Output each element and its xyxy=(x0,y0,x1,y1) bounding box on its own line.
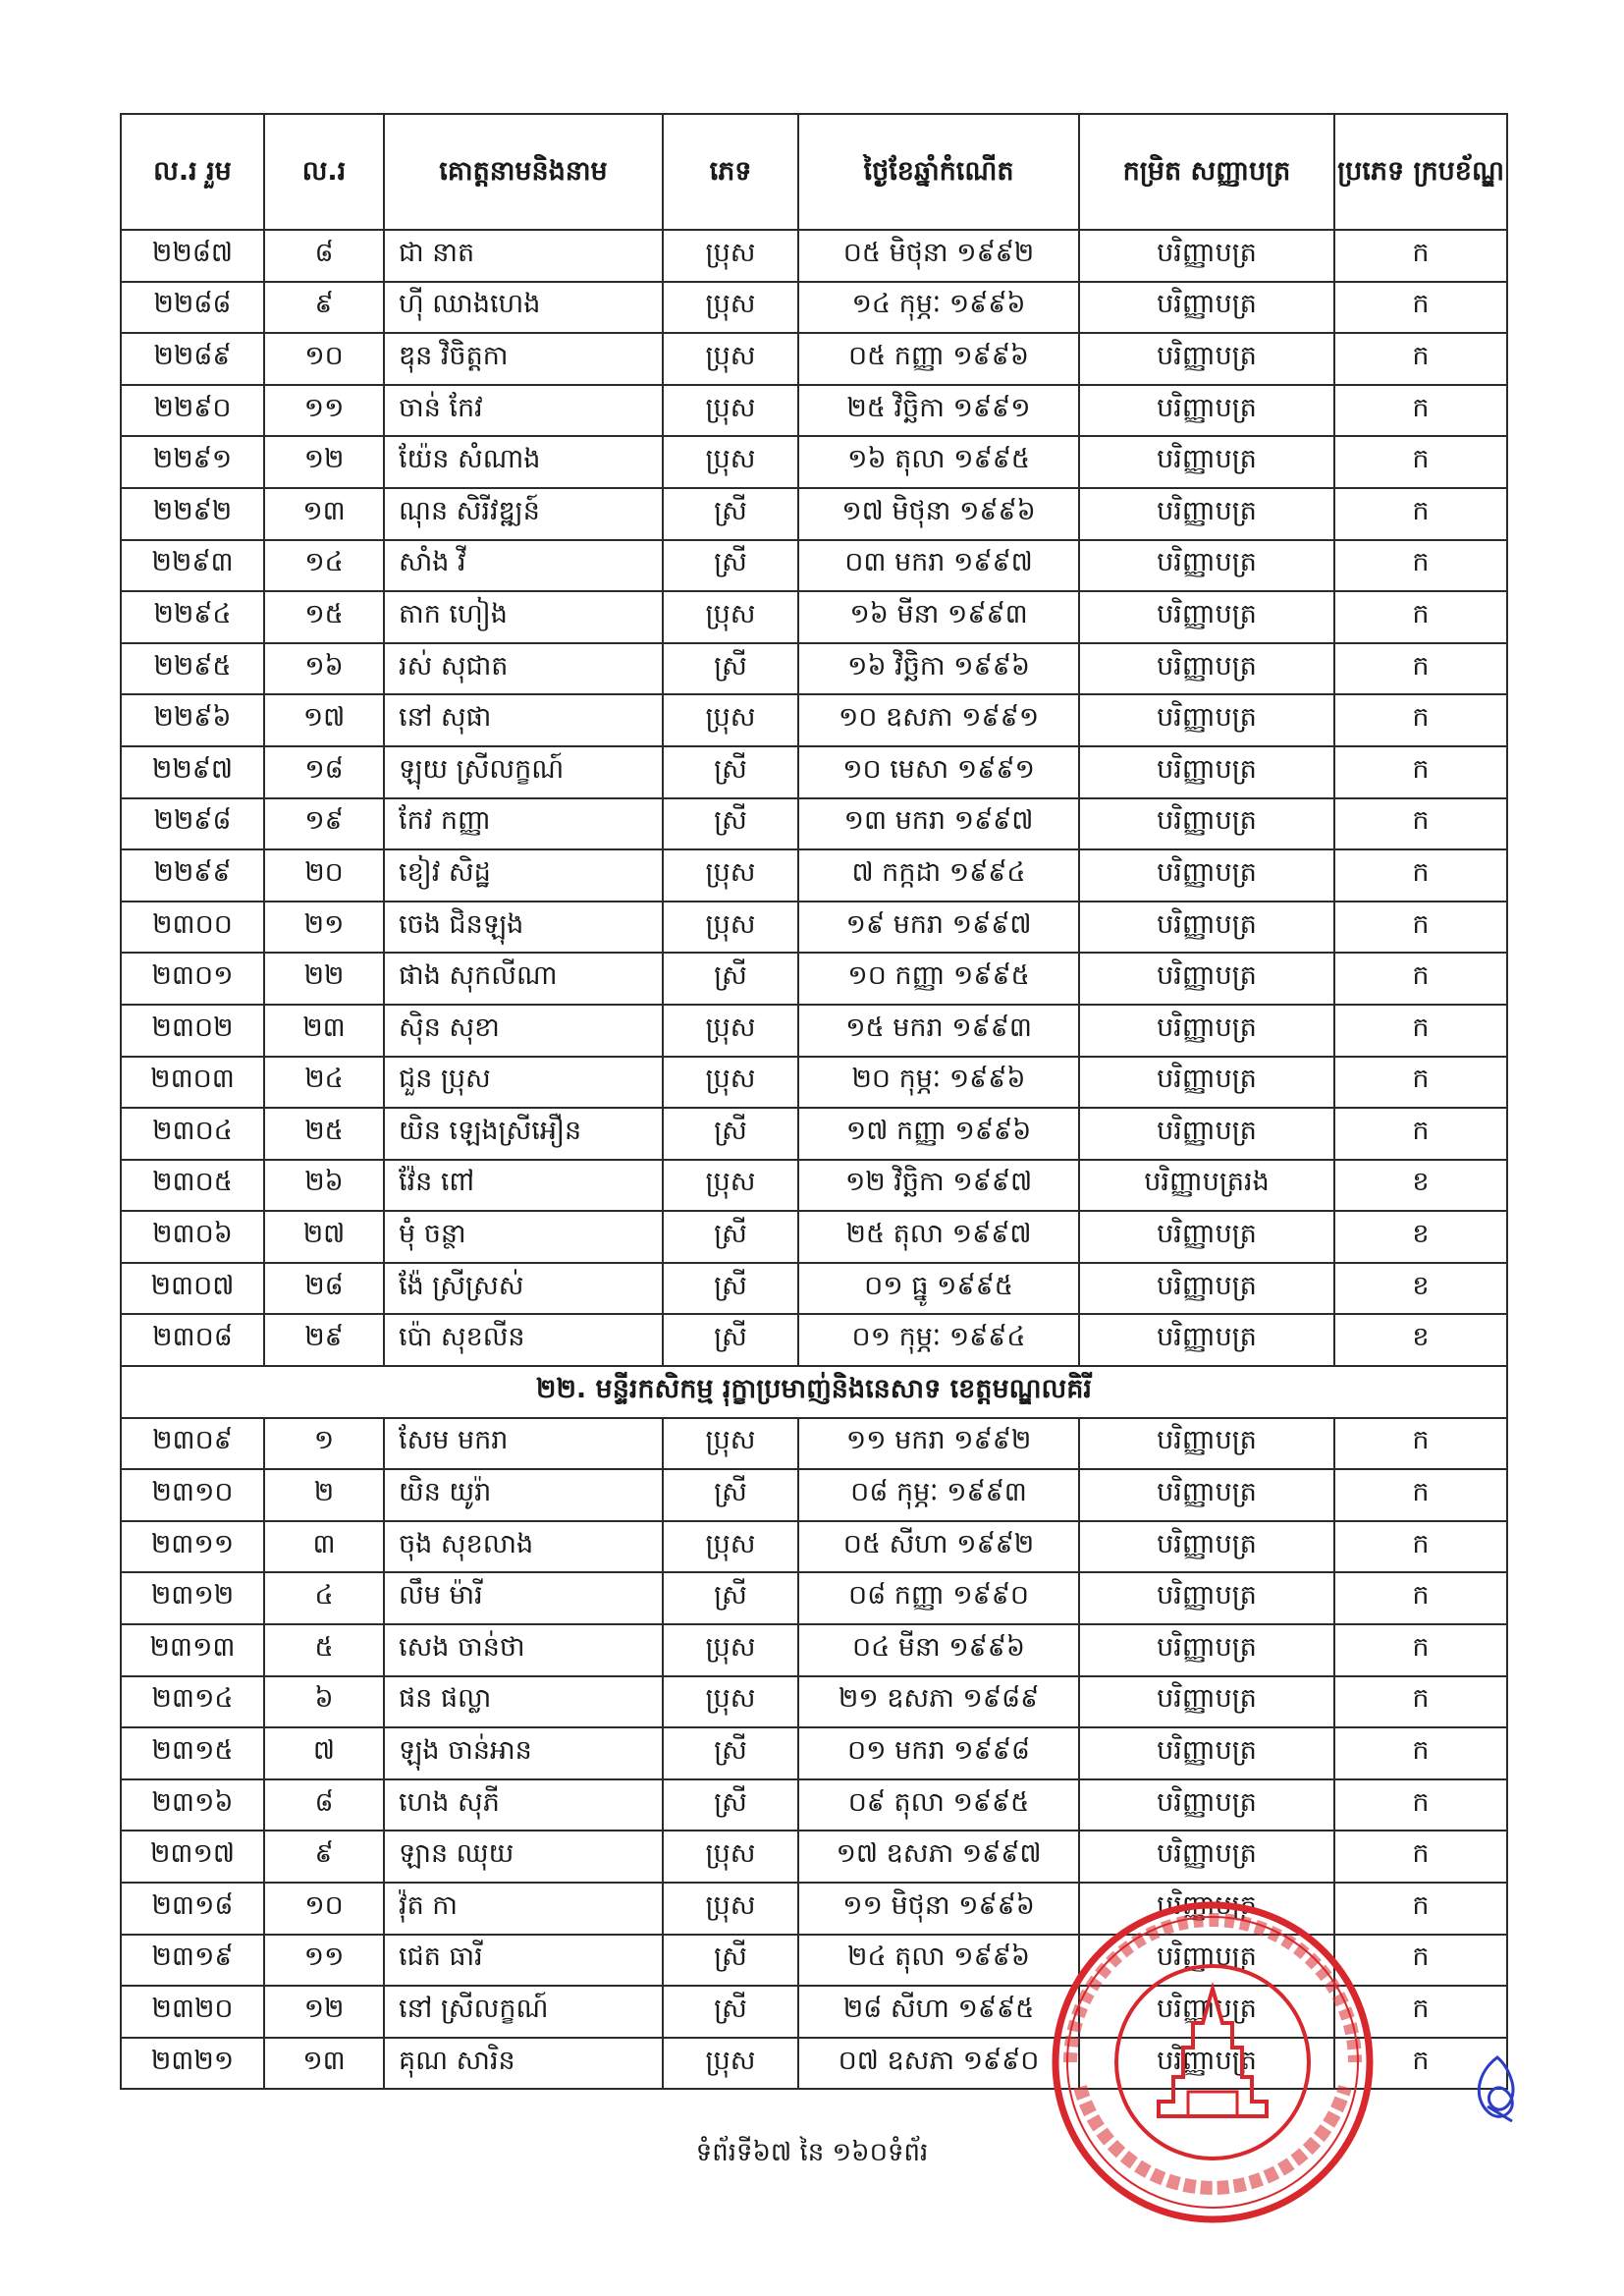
cell-name: ចុង សុខលាង xyxy=(384,1521,663,1573)
cell-degree: បរិញ្ញាបត្រ xyxy=(1079,1469,1334,1521)
cell-overall-no: ២៣១៨ xyxy=(121,1883,264,1935)
cell-sex: ប្រុស xyxy=(663,1624,798,1676)
cell-sex: ស្រី xyxy=(663,746,798,798)
cell-birthdate: ២១ ឧសភា ១៩៨៩ xyxy=(798,1676,1079,1728)
cell-no: ២៧ xyxy=(264,1211,384,1263)
table-row xyxy=(121,953,1507,1005)
cell-overall-no: ២៣០៦ xyxy=(121,1211,264,1263)
cell-sex: ប្រុស xyxy=(663,282,798,334)
cell-overall-no: ២២៩៦ xyxy=(121,694,264,746)
cell-framework: ខ xyxy=(1334,1314,1507,1366)
table-row xyxy=(121,1521,1507,1573)
cell-framework: ក xyxy=(1334,1727,1507,1779)
cell-name: ចេង ជិនឡុង xyxy=(384,902,663,954)
col-header-name: គោត្តនាមនិងនាម xyxy=(384,114,663,230)
cell-overall-no: ២៣០៤ xyxy=(121,1108,264,1160)
cell-overall-no: ២៣២១ xyxy=(121,2038,264,2090)
cell-name: ហេង សុភី xyxy=(384,1779,663,1831)
table-row xyxy=(121,1831,1507,1883)
cell-name: ខៀវ សិដ្ឋ xyxy=(384,849,663,902)
cell-sex: ប្រុស xyxy=(663,385,798,437)
cell-framework: ក xyxy=(1334,1005,1507,1057)
table-row xyxy=(121,1779,1507,1831)
cell-birthdate: ១៦ វិច្ឆិកា ១៩៩៦ xyxy=(798,643,1079,695)
cell-sex: ស្រី xyxy=(663,1935,798,1987)
cell-degree: បរិញ្ញាបត្រ xyxy=(1079,1831,1334,1883)
cell-sex: ស្រី xyxy=(663,953,798,1005)
cell-no: ១២ xyxy=(264,1986,384,2038)
cell-birthdate: ០៣ មករា ១៩៩៧ xyxy=(798,540,1079,592)
cell-no: ២០ xyxy=(264,849,384,902)
cell-framework: ក xyxy=(1334,1676,1507,1728)
cell-overall-no: ២៣០៥ xyxy=(121,1160,264,1212)
cell-name: ណុន សិរីវឌ្ឍន៍ xyxy=(384,488,663,540)
cell-framework: ក xyxy=(1334,1469,1507,1521)
cell-degree: បរិញ្ញាបត្រ xyxy=(1079,1779,1334,1831)
cell-no: ២១ xyxy=(264,902,384,954)
cell-degree: បរិញ្ញាបត្រ xyxy=(1079,1986,1334,2038)
cell-no: ២៦ xyxy=(264,1160,384,1212)
cell-framework: ក xyxy=(1334,1521,1507,1573)
cell-degree: បរិញ្ញាបត្រ xyxy=(1079,1108,1334,1160)
cell-framework: ខ xyxy=(1334,1211,1507,1263)
cell-name: គុណ សារិន xyxy=(384,2038,663,2090)
cell-sex: ស្រី xyxy=(663,1572,798,1624)
cell-overall-no: ២២៩១ xyxy=(121,436,264,488)
cell-no: ២ xyxy=(264,1469,384,1521)
cell-birthdate: ០៤ មីនា ១៩៩៦ xyxy=(798,1624,1079,1676)
cell-sex: ស្រី xyxy=(663,1986,798,2038)
table-row xyxy=(121,849,1507,902)
cell-no: ១៥ xyxy=(264,591,384,643)
cell-no: ៨ xyxy=(264,230,384,282)
cell-degree: បរិញ្ញាបត្រ xyxy=(1079,488,1334,540)
cell-birthdate: ១៤ កុម្ភៈ ១៩៩៦ xyxy=(798,282,1079,334)
cell-name: យិន យូរ៉ា xyxy=(384,1469,663,1521)
cell-framework: ក xyxy=(1334,591,1507,643)
table-row xyxy=(121,643,1507,695)
cell-name: ស៊ិន សុខា xyxy=(384,1005,663,1057)
cell-no: ១៤ xyxy=(264,540,384,592)
cell-overall-no: ២៣១៤ xyxy=(121,1676,264,1728)
cell-birthdate: ០១ ធ្នូ ១៩៩៥ xyxy=(798,1263,1079,1315)
cell-degree: បរិញ្ញាបត្រ xyxy=(1079,230,1334,282)
cell-birthdate: ០៨ កញ្ញា ១៩៩០ xyxy=(798,1572,1079,1624)
cell-overall-no: ២២៨៩ xyxy=(121,333,264,385)
cell-overall-no: ២៣០៩ xyxy=(121,1418,264,1470)
cell-degree: បរិញ្ញាបត្រ xyxy=(1079,953,1334,1005)
page-footer: ទំព័រទី៦៧ នៃ ១៦០ទំព័រ xyxy=(695,2138,929,2167)
cell-framework: ក xyxy=(1334,488,1507,540)
cell-overall-no: ២៣១១ xyxy=(121,1521,264,1573)
cell-framework: ក xyxy=(1334,694,1507,746)
cell-no: ៦ xyxy=(264,1676,384,1728)
cell-framework: ក xyxy=(1334,643,1507,695)
cell-overall-no: ២២៨៧ xyxy=(121,230,264,282)
cell-sex: ប្រុស xyxy=(663,1160,798,1212)
cell-name: ម៉ុំ ចន្ថា xyxy=(384,1211,663,1263)
cell-overall-no: ២២៩៨ xyxy=(121,798,264,850)
cell-degree: បរិញ្ញាបត្រ xyxy=(1079,1883,1334,1935)
table-row xyxy=(121,694,1507,746)
table-row xyxy=(121,282,1507,334)
cell-name: ឌុន វិចិត្តកា xyxy=(384,333,663,385)
cell-birthdate: ៧ កក្កដា ១៩៩៤ xyxy=(798,849,1079,902)
cell-no: ២២ xyxy=(264,953,384,1005)
cell-birthdate: ០៩ តុលា ១៩៩៥ xyxy=(798,1779,1079,1831)
official-stamp-icon xyxy=(1041,1890,1384,2234)
cell-sex: ប្រុស xyxy=(663,436,798,488)
cell-birthdate: ០៥ សីហា ១៩៩២ xyxy=(798,1521,1079,1573)
cell-sex: ប្រុស xyxy=(663,2038,798,2090)
cell-name: តាក ហៀង xyxy=(384,591,663,643)
cell-no: ១៣ xyxy=(264,488,384,540)
cell-degree: បរិញ្ញាបត្រ xyxy=(1079,540,1334,592)
cell-name: ឡាន ឈុយ xyxy=(384,1831,663,1883)
cell-sex: ស្រី xyxy=(663,643,798,695)
cell-birthdate: ១៧ ឧសភា ១៩៩៧ xyxy=(798,1831,1079,1883)
col-header-sex: ភេទ xyxy=(663,114,798,230)
cell-birthdate: ២០ កុម្ភៈ ១៩៩៦ xyxy=(798,1057,1079,1109)
cell-degree: បរិញ្ញាបត្រ xyxy=(1079,746,1334,798)
cell-birthdate: ១១ មករា ១៩៩២ xyxy=(798,1418,1079,1470)
cell-framework: ក xyxy=(1334,1883,1507,1935)
cell-name: ង៉ែ ស្រីស្រស់ xyxy=(384,1263,663,1315)
cell-no: ២៤ xyxy=(264,1057,384,1109)
cell-framework: ក xyxy=(1334,1624,1507,1676)
cell-sex: ប្រុស xyxy=(663,1418,798,1470)
cell-birthdate: ០១ មករា ១៩៩៨ xyxy=(798,1727,1079,1779)
cell-degree: បរិញ្ញាបត្រ xyxy=(1079,333,1334,385)
cell-birthdate: ២៤ តុលា ១៩៩៦ xyxy=(798,1935,1079,1987)
table-row xyxy=(121,902,1507,954)
cell-sex: ប្រុស xyxy=(663,230,798,282)
table-row xyxy=(121,1418,1507,1470)
cell-framework: ក xyxy=(1334,1779,1507,1831)
cell-birthdate: ១៥ មករា ១៩៩៣ xyxy=(798,1005,1079,1057)
cell-name: ផាង សុកលីណា xyxy=(384,953,663,1005)
cell-sex: ស្រី xyxy=(663,1263,798,1315)
cell-sex: ប្រុស xyxy=(663,591,798,643)
cell-degree: បរិញ្ញាបត្រ xyxy=(1079,643,1334,695)
cell-degree: បរិញ្ញាបត្រ xyxy=(1079,2038,1334,2090)
cell-no: ៣ xyxy=(264,1521,384,1573)
cell-overall-no: ២៣០២ xyxy=(121,1005,264,1057)
cell-name: សែម មករា xyxy=(384,1418,663,1470)
cell-overall-no: ២៣១០ xyxy=(121,1469,264,1521)
cell-no: ១៦ xyxy=(264,643,384,695)
cell-framework: ក xyxy=(1334,1418,1507,1470)
cell-sex: ស្រី xyxy=(663,798,798,850)
cell-framework: ក xyxy=(1334,1108,1507,1160)
cell-birthdate: ១៧ មិថុនា ១៩៩៦ xyxy=(798,488,1079,540)
cell-birthdate: ១៦ មីនា ១៩៩៣ xyxy=(798,591,1079,643)
cell-name: នៅ ស្រីលក្ខណ៍ xyxy=(384,1986,663,2038)
cell-no: ១១ xyxy=(264,385,384,437)
table-row xyxy=(121,540,1507,592)
cell-framework: ក xyxy=(1334,1986,1507,2038)
cell-overall-no: ២៣០៧ xyxy=(121,1263,264,1315)
cell-framework: ក xyxy=(1334,230,1507,282)
cell-framework: ក xyxy=(1334,1572,1507,1624)
cell-sex: ប្រុស xyxy=(663,1521,798,1573)
cell-overall-no: ២២៩៥ xyxy=(121,643,264,695)
cell-no: ២៣ xyxy=(264,1005,384,1057)
cell-framework: ខ xyxy=(1334,1160,1507,1212)
cell-degree: បរិញ្ញាបត្រ xyxy=(1079,591,1334,643)
signature-icon xyxy=(1468,2052,1527,2131)
cell-name: ជួន ប្រុស xyxy=(384,1057,663,1109)
cell-degree: បរិញ្ញាបត្រ xyxy=(1079,1263,1334,1315)
cell-no: ១២ xyxy=(264,436,384,488)
cell-overall-no: ២៣០០ xyxy=(121,902,264,954)
cell-overall-no: ២៣១៧ xyxy=(121,1831,264,1883)
cell-framework: ក xyxy=(1334,746,1507,798)
cell-birthdate: ១៦ តុលា ១៩៩៥ xyxy=(798,436,1079,488)
cell-birthdate: ០៨ កុម្ភៈ ១៩៩៣ xyxy=(798,1469,1079,1521)
table-row xyxy=(121,436,1507,488)
cell-no: ៧ xyxy=(264,1727,384,1779)
cell-framework: ខ xyxy=(1334,1263,1507,1315)
cell-birthdate: ១១ មិថុនា ១៩៩៦ xyxy=(798,1883,1079,1935)
cell-sex: ស្រី xyxy=(663,540,798,592)
table-row xyxy=(121,1108,1507,1160)
table-row xyxy=(121,1211,1507,1263)
cell-overall-no: ២៣១៩ xyxy=(121,1935,264,1987)
cell-framework: ក xyxy=(1334,436,1507,488)
table-row xyxy=(121,1160,1507,1212)
cell-birthdate: ១៩ មករា ១៩៩៧ xyxy=(798,902,1079,954)
cell-overall-no: ២៣១៣ xyxy=(121,1624,264,1676)
cell-no: ១ xyxy=(264,1418,384,1470)
cell-sex: ប្រុស xyxy=(663,333,798,385)
cell-degree: បរិញ្ញាបត្រ xyxy=(1079,902,1334,954)
cell-overall-no: ២៣១២ xyxy=(121,1572,264,1624)
cell-birthdate: ១០ មេសា ១៩៩១ xyxy=(798,746,1079,798)
cell-name: យ៉ែន សំណាង xyxy=(384,436,663,488)
cell-name: យិន ឡេងស្រីអឿន xyxy=(384,1108,663,1160)
col-header-degree: កម្រិត សញ្ញាបត្រ xyxy=(1079,114,1334,230)
table-row xyxy=(121,1676,1507,1728)
cell-sex: ប្រុស xyxy=(663,694,798,746)
cell-degree: បរិញ្ញាបត្រ xyxy=(1079,1314,1334,1366)
table-row xyxy=(121,1572,1507,1624)
cell-degree: បរិញ្ញាបត្រ xyxy=(1079,1935,1334,1987)
cell-overall-no: ២២៩៤ xyxy=(121,591,264,643)
table-header-row xyxy=(121,114,1507,230)
cell-degree: បរិញ្ញាបត្រ xyxy=(1079,1211,1334,1263)
cell-framework: ក xyxy=(1334,1935,1507,1987)
cell-framework: ក xyxy=(1334,282,1507,334)
cell-degree: បរិញ្ញាបត្រ xyxy=(1079,849,1334,902)
table-row xyxy=(121,333,1507,385)
cell-degree: បរិញ្ញាបត្រ xyxy=(1079,1057,1334,1109)
cell-name: កែវ កញ្ញា xyxy=(384,798,663,850)
cell-name: លឹម ម៉ារី xyxy=(384,1572,663,1624)
cell-framework: ក xyxy=(1334,849,1507,902)
cell-overall-no: ២២៩៧ xyxy=(121,746,264,798)
table-row xyxy=(121,1263,1507,1315)
cell-name: ជា នាត xyxy=(384,230,663,282)
cell-name: ឡុង ចាន់អាន xyxy=(384,1727,663,1779)
cell-framework: ក xyxy=(1334,1831,1507,1883)
cell-name: វ៉ុត កា xyxy=(384,1883,663,1935)
cell-name: ប៉ោ សុខលីន xyxy=(384,1314,663,1366)
cell-no: ២៨ xyxy=(264,1263,384,1315)
table-row xyxy=(121,488,1507,540)
cell-overall-no: ២២៩៩ xyxy=(121,849,264,902)
cell-birthdate: ១២ វិច្ឆិកា ១៩៩៧ xyxy=(798,1160,1079,1212)
cell-sex: ប្រុស xyxy=(663,1005,798,1057)
cell-sex: ប្រុស xyxy=(663,902,798,954)
table-row xyxy=(121,1057,1507,1109)
cell-sex: ប្រុស xyxy=(663,1883,798,1935)
cell-degree: បរិញ្ញាបត្រ xyxy=(1079,798,1334,850)
cell-name: ហ៊ី ឈាងហេង xyxy=(384,282,663,334)
cell-no: ៥ xyxy=(264,1624,384,1676)
cell-framework: ក xyxy=(1334,902,1507,954)
cell-degree: បរិញ្ញាបត្រ xyxy=(1079,1727,1334,1779)
cell-birthdate: ០៧ ឧសភា ១៩៩០ xyxy=(798,2038,1079,2090)
cell-degree: បរិញ្ញាបត្រ xyxy=(1079,1572,1334,1624)
cell-sex: ស្រី xyxy=(663,1727,798,1779)
cell-name: ជេត ធារី xyxy=(384,1935,663,1987)
cell-sex: ស្រី xyxy=(663,1211,798,1263)
cell-no: ១៣ xyxy=(264,2038,384,2090)
cell-sex: ប្រុស xyxy=(663,849,798,902)
cell-framework: ក xyxy=(1334,953,1507,1005)
cell-framework: ក xyxy=(1334,333,1507,385)
table-row xyxy=(121,1314,1507,1366)
cell-name: សេង ចាន់ថា xyxy=(384,1624,663,1676)
cell-birthdate: ០១ កុម្ភៈ ១៩៩៤ xyxy=(798,1314,1079,1366)
cell-name: វ៉ែន ពៅ xyxy=(384,1160,663,1212)
cell-name: ផន ផល្លា xyxy=(384,1676,663,1728)
cell-no: ៩ xyxy=(264,282,384,334)
col-header-birthdate: ថ្ងៃខែឆ្នាំកំណើត xyxy=(798,114,1079,230)
cell-degree: បរិញ្ញាបត្រ xyxy=(1079,282,1334,334)
cell-overall-no: ២៣២០ xyxy=(121,1986,264,2038)
table-row xyxy=(121,385,1507,437)
col-header-framework: ប្រភេទ ក្របខ័ណ្ឌ xyxy=(1334,114,1507,230)
cell-overall-no: ២២៩២ xyxy=(121,488,264,540)
cell-degree: បរិញ្ញាបត្រ xyxy=(1079,1676,1334,1728)
cell-no: ១៩ xyxy=(264,798,384,850)
cell-overall-no: ២៣១៦ xyxy=(121,1779,264,1831)
cell-birthdate: ២៥ វិច្ឆិកា ១៩៩១ xyxy=(798,385,1079,437)
table-row xyxy=(121,1469,1507,1521)
cell-degree: បរិញ្ញាបត្រ xyxy=(1079,436,1334,488)
cell-birthdate: ១៧ កញ្ញា ១៩៩៦ xyxy=(798,1108,1079,1160)
cell-name: សាំង វី xyxy=(384,540,663,592)
cell-sex: ស្រី xyxy=(663,1108,798,1160)
cell-birthdate: ២៨ សីហា ១៩៩៥ xyxy=(798,1986,1079,2038)
staff-table xyxy=(120,113,1508,2090)
cell-overall-no: ២២៩៣ xyxy=(121,540,264,592)
cell-no: ១១ xyxy=(264,1935,384,1987)
cell-degree: បរិញ្ញាបត្រ xyxy=(1079,385,1334,437)
cell-birthdate: ១៣ មករា ១៩៩៧ xyxy=(798,798,1079,850)
cell-degree: បរិញ្ញាបត្រ xyxy=(1079,1624,1334,1676)
cell-sex: ប្រុស xyxy=(663,1831,798,1883)
table-row xyxy=(121,591,1507,643)
cell-overall-no: ២២៩០ xyxy=(121,385,264,437)
cell-degree: បរិញ្ញាបត្រ xyxy=(1079,694,1334,746)
section-title: ២២. មន្ទីរកសិកម្ម រុក្ខាប្រមាញ់និងនេសាទ ខេត្តមណ្ឌលគិរី xyxy=(121,1366,1507,1418)
cell-framework: ក xyxy=(1334,1057,1507,1109)
cell-birthdate: ០៥ មិថុនា ១៩៩២ xyxy=(798,230,1079,282)
cell-overall-no: ២៣១៥ xyxy=(121,1727,264,1779)
cell-framework: ក xyxy=(1334,540,1507,592)
cell-birthdate: ២៥ តុលា ១៩៩៧ xyxy=(798,1211,1079,1263)
col-header-overall-no: ល.រ រួម xyxy=(121,114,264,230)
cell-birthdate: ១០ ឧសភា ១៩៩១ xyxy=(798,694,1079,746)
cell-no: ១៨ xyxy=(264,746,384,798)
cell-no: ១០ xyxy=(264,333,384,385)
cell-no: ២៩ xyxy=(264,1314,384,1366)
cell-name: ឡុយ ស្រីលក្ខណ៍ xyxy=(384,746,663,798)
cell-sex: ប្រុស xyxy=(663,1676,798,1728)
cell-degree: បរិញ្ញាបត្ររង xyxy=(1079,1160,1334,1212)
cell-birthdate: ១០ កញ្ញា ១៩៩៥ xyxy=(798,953,1079,1005)
cell-no: ២៥ xyxy=(264,1108,384,1160)
cell-no: ១០ xyxy=(264,1883,384,1935)
cell-framework: ក xyxy=(1334,385,1507,437)
table-row xyxy=(121,1005,1507,1057)
cell-name: ចាន់ កែវ xyxy=(384,385,663,437)
cell-birthdate: ០៥ កញ្ញា ១៩៩៦ xyxy=(798,333,1079,385)
cell-framework: ក xyxy=(1334,2038,1507,2090)
cell-sex: ស្រី xyxy=(663,488,798,540)
cell-overall-no: ២៣០៣ xyxy=(121,1057,264,1109)
table-row xyxy=(121,746,1507,798)
cell-overall-no: ២២៨៨ xyxy=(121,282,264,334)
document-page xyxy=(120,113,1506,2090)
table-row xyxy=(121,798,1507,850)
cell-sex: ស្រី xyxy=(663,1469,798,1521)
cell-overall-no: ២៣០៨ xyxy=(121,1314,264,1366)
cell-no: ៩ xyxy=(264,1831,384,1883)
cell-sex: ប្រុស xyxy=(663,1057,798,1109)
cell-no: ៤ xyxy=(264,1572,384,1624)
cell-framework: ក xyxy=(1334,798,1507,850)
cell-name: រស់ សុជាត xyxy=(384,643,663,695)
table-row xyxy=(121,1727,1507,1779)
cell-no: ១៧ xyxy=(264,694,384,746)
cell-degree: បរិញ្ញាបត្រ xyxy=(1079,1521,1334,1573)
cell-no: ៨ xyxy=(264,1779,384,1831)
cell-name: នៅ សុផា xyxy=(384,694,663,746)
col-header-no: ល.រ xyxy=(264,114,384,230)
cell-degree: បរិញ្ញាបត្រ xyxy=(1079,1418,1334,1470)
cell-overall-no: ២៣០១ xyxy=(121,953,264,1005)
table-row xyxy=(121,230,1507,282)
cell-degree: បរិញ្ញាបត្រ xyxy=(1079,1005,1334,1057)
table-row xyxy=(121,1624,1507,1676)
section-title-row xyxy=(121,1366,1507,1418)
cell-sex: ស្រី xyxy=(663,1314,798,1366)
cell-sex: ស្រី xyxy=(663,1779,798,1831)
